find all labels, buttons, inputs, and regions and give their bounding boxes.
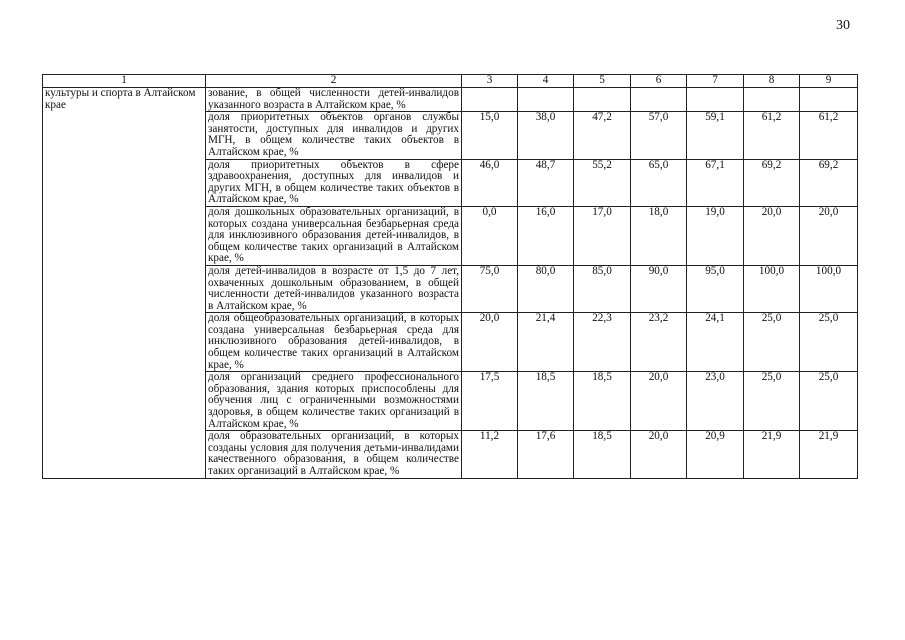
indicator-value: 67,1 — [687, 159, 744, 206]
indicator-value: 38,0 — [518, 112, 574, 159]
indicator-value: 95,0 — [687, 265, 744, 312]
column-header: 8 — [744, 75, 800, 88]
indicator-value — [462, 88, 518, 112]
indicator-value: 17,0 — [574, 206, 631, 265]
indicator-label: доля приоритетных объектов в сфере здравоохранения, доступных для инвалидов и других МГН, в общем количестве таких объектов в Алтайском крае, % — [206, 159, 462, 206]
indicator-value: 24,1 — [687, 313, 744, 372]
column-header: 9 — [800, 75, 858, 88]
indicator-value: 59,1 — [687, 112, 744, 159]
indicator-value: 25,0 — [744, 372, 800, 431]
page-number: 30 — [836, 18, 850, 33]
indicator-value: 20,0 — [744, 206, 800, 265]
indicator-value — [687, 88, 744, 112]
indicator-value: 18,5 — [518, 372, 574, 431]
indicator-value — [518, 88, 574, 112]
indicator-value: 48,7 — [518, 159, 574, 206]
indicator-value: 11,2 — [462, 431, 518, 478]
indicator-value: 18,5 — [574, 372, 631, 431]
indicator-value: 20,0 — [631, 431, 687, 478]
indicator-label: доля дошкольных образовательных организаций, в которых создана универсальная безбарьерная среда для инклюзивного образования детей-инвалидов, в общем количестве таких организаций в Алтайском крае, % — [206, 206, 462, 265]
indicator-value — [631, 88, 687, 112]
indicator-value: 18,5 — [574, 431, 631, 478]
indicator-value: 25,0 — [800, 372, 858, 431]
indicator-value: 61,2 — [800, 112, 858, 159]
indicator-value: 20,0 — [631, 372, 687, 431]
indicator-value: 20,0 — [800, 206, 858, 265]
indicator-value: 18,0 — [631, 206, 687, 265]
indicator-value: 17,5 — [462, 372, 518, 431]
indicator-value: 69,2 — [800, 159, 858, 206]
column-header: 5 — [574, 75, 631, 88]
indicator-value: 21,9 — [800, 431, 858, 478]
indicator-label: доля организаций среднего профессионального образования, здания которых приспособлены для обучения лиц с ограниченными возможностями здоровья, в общем количестве таких организаций в Алтайском крае, % — [206, 372, 462, 431]
indicator-value: 55,2 — [574, 159, 631, 206]
indicator-value: 65,0 — [631, 159, 687, 206]
table-body — [43, 88, 858, 479]
indicator-value: 100,0 — [744, 265, 800, 312]
indicator-value: 46,0 — [462, 159, 518, 206]
indicator-value: 75,0 — [462, 265, 518, 312]
indicator-value: 21,9 — [744, 431, 800, 478]
column-header: 1 — [43, 75, 206, 88]
indicator-value — [574, 88, 631, 112]
indicator-value: 23,0 — [687, 372, 744, 431]
indicator-value: 23,2 — [631, 313, 687, 372]
indicator-value: 19,0 — [687, 206, 744, 265]
indicator-value: 25,0 — [744, 313, 800, 372]
indicator-value: 69,2 — [744, 159, 800, 206]
column-header: 6 — [631, 75, 687, 88]
indicator-value: 21,4 — [518, 313, 574, 372]
column-header: 3 — [462, 75, 518, 88]
column-header: 7 — [687, 75, 744, 88]
indicator-value: 15,0 — [462, 112, 518, 159]
indicator-value — [744, 88, 800, 112]
indicator-value: 17,6 — [518, 431, 574, 478]
indicator-value: 25,0 — [800, 313, 858, 372]
indicator-value: 90,0 — [631, 265, 687, 312]
indicator-value: 80,0 — [518, 265, 574, 312]
indicator-value: 0,0 — [462, 206, 518, 265]
indicator-label: доля образовательных организаций, в которых созданы условия для получения детьми-инвалидами качественного образования, в общем количестве таких организаций в Алтайском крае, % — [206, 431, 462, 478]
indicator-label: доля общеобразовательных организаций, в которых создана универсальная безбарьерная среда для инклюзивного образования детей-инвалидов, в общем количестве таких организаций в Алтайском крае, % — [206, 313, 462, 372]
indicator-label: зование, в общей численности детей-инвалидов указанного возраста в Алтайском крае, % — [206, 88, 462, 112]
indicator-value: 22,3 — [574, 313, 631, 372]
header-row — [43, 75, 858, 88]
indicator-value: 16,0 — [518, 206, 574, 265]
indicator-value: 100,0 — [800, 265, 858, 312]
indicator-value: 61,2 — [744, 112, 800, 159]
indicators-table — [42, 74, 858, 479]
indicator-value: 20,9 — [687, 431, 744, 478]
indicator-value — [800, 88, 858, 112]
column-header: 2 — [206, 75, 462, 88]
indicator-value: 47,2 — [574, 112, 631, 159]
indicator-value: 85,0 — [574, 265, 631, 312]
table-row — [43, 88, 858, 112]
indicator-label: доля детей-инвалидов в возрасте от 1,5 до 7 лет, охваченных дошкольным образованием, в общей численности детей-инвалидов указанного возраста в Алтайском крае, % — [206, 265, 462, 312]
indicator-value: 57,0 — [631, 112, 687, 159]
program-section-cell: культуры и спорта в Алтайском крае — [43, 88, 206, 479]
indicator-label: доля приоритетных объектов органов службы занятости, доступных для инвалидов и других МГН, в общем количестве таких объектов в Алтайском крае, % — [206, 112, 462, 159]
indicator-value: 20,0 — [462, 313, 518, 372]
column-header: 4 — [518, 75, 574, 88]
